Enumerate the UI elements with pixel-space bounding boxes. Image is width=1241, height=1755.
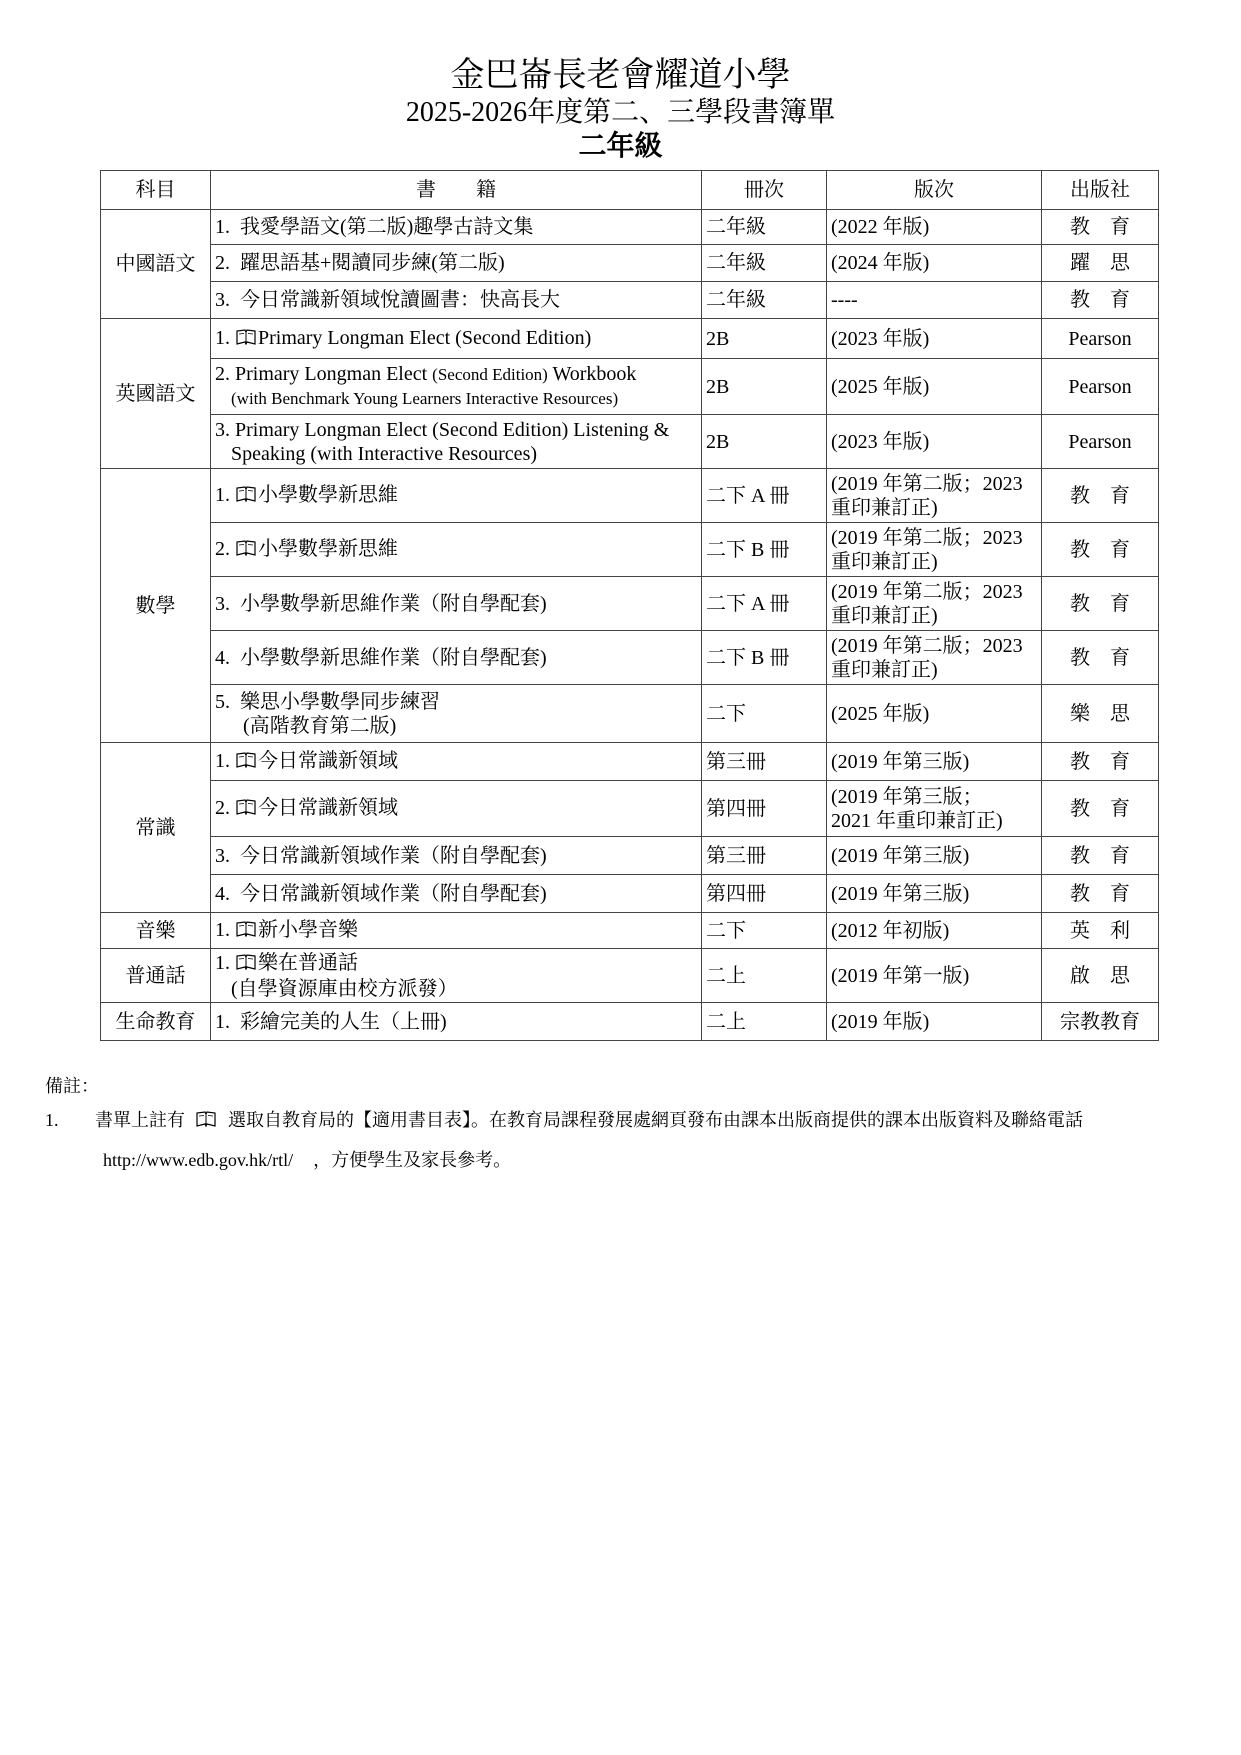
book-edition: (2025 年版): [827, 359, 1042, 415]
document-header: [0, 56, 1241, 162]
book-title: 1. 我愛學語文(第二版)趣學古詩文集: [211, 210, 702, 245]
table-row: [101, 949, 1159, 1003]
book-number: 1.: [215, 951, 235, 974]
subject-music: 音樂: [101, 913, 211, 949]
book-title: 今日常識新領域: [258, 796, 398, 819]
table-row: [101, 837, 1159, 875]
book-edition: (2023 年版): [827, 415, 1042, 469]
book-publisher: 樂 思: [1042, 685, 1159, 743]
book-publisher: 教 育: [1042, 631, 1159, 685]
subject-math: 數學: [101, 469, 211, 743]
book-title: 小學數學新思維: [258, 483, 398, 506]
book-cell: [211, 415, 702, 469]
book-cell: [211, 469, 702, 523]
book-publisher: 英 利: [1042, 913, 1159, 949]
book-edition: (2025 年版): [827, 685, 1042, 743]
open-book-icon: [235, 751, 257, 775]
book-number: 2.: [215, 796, 235, 819]
book-volume: 二年級: [702, 210, 827, 245]
book-volume: 第四冊: [702, 875, 827, 913]
book-volume: 二下 B 冊: [702, 523, 827, 577]
table-row: [101, 743, 1159, 781]
table-row: [101, 282, 1159, 319]
table-header-row: [101, 171, 1159, 210]
header-volume: 冊次: [702, 171, 827, 210]
book-publisher: 教 育: [1042, 837, 1159, 875]
book-volume: 2B: [702, 415, 827, 469]
table-row: [101, 415, 1159, 469]
book-edition: (2019 年第三版): [827, 837, 1042, 875]
edition-line2: 重印兼訂正): [831, 658, 938, 681]
table-row: [101, 781, 1159, 837]
book-volume: 二年級: [702, 245, 827, 282]
edition-line1: (2019 年第二版；2023: [831, 634, 1023, 657]
book-publisher: 教 育: [1042, 469, 1159, 523]
edition-line2: 重印兼訂正): [831, 550, 938, 573]
book-edition: (2019 年第三版): [827, 875, 1042, 913]
book-publisher: Pearson: [1042, 359, 1159, 415]
booklist-term: 2025-2026年度第二、三學段書簿單: [405, 97, 836, 128]
book-volume: 2B: [702, 359, 827, 415]
book-cell: [211, 949, 702, 1003]
note-url-after: ，方便學生及家長參考。: [313, 1150, 512, 1170]
edition-line2: 2021 年重印兼訂正): [831, 809, 1003, 832]
book-edition: [827, 631, 1042, 685]
book-cell: [211, 359, 702, 415]
book-publisher: 啟 思: [1042, 949, 1159, 1003]
book-volume: 二上: [702, 949, 827, 1003]
book-cell: [211, 913, 702, 949]
book-volume: 二年級: [702, 282, 827, 319]
book-volume: 二下 A 冊: [702, 577, 827, 631]
open-book-icon: [235, 485, 257, 509]
book-publisher: Pearson: [1042, 319, 1159, 359]
book-volume: 二下: [702, 913, 827, 949]
book-title: 1. 彩繪完美的人生（上冊): [211, 1003, 702, 1041]
book-publisher: 教 育: [1042, 282, 1159, 319]
book-publisher: 教 育: [1042, 523, 1159, 577]
edition-line1: (2019 年第二版；2023: [831, 580, 1023, 603]
book-publisher: 教 育: [1042, 210, 1159, 245]
open-book-icon: [235, 539, 257, 563]
book-edition: [827, 469, 1042, 523]
book-edition: [827, 577, 1042, 631]
book-edition: (2022 年版): [827, 210, 1042, 245]
note-text-before: 書單上註有: [95, 1110, 185, 1130]
table-row: [101, 245, 1159, 282]
book-publisher: 躍 思: [1042, 245, 1159, 282]
book-title: 2. Primary Longman Elect: [215, 363, 428, 385]
book-subtitle: Speaking (with Interactive Resources): [231, 442, 538, 465]
open-book-icon: [235, 920, 257, 944]
book-publisher: 教 育: [1042, 875, 1159, 913]
book-title: 5. 樂思小學數學同步練習: [215, 690, 440, 713]
book-number: 1.: [215, 749, 235, 772]
open-book-icon: [235, 798, 257, 822]
table-row: [101, 359, 1159, 415]
book-title: 3. 今日常識新領域悅讀圖書：快高長大: [211, 282, 702, 319]
book-title: 4. 小學數學新思維作業（附自學配套): [211, 631, 702, 685]
book-title: 小學數學新思維: [258, 537, 398, 560]
note-number: 1.: [45, 1110, 59, 1130]
book-number: 1.: [215, 483, 235, 506]
table-row: [101, 319, 1159, 359]
open-book-icon: [235, 328, 257, 352]
book-volume: 二下 B 冊: [702, 631, 827, 685]
booklist-table: [100, 170, 1159, 1041]
book-number: 2.: [215, 537, 235, 560]
book-volume: 二上: [702, 1003, 827, 1041]
edition-line2: 重印兼訂正): [831, 496, 938, 519]
book-edition: (2023 年版): [827, 319, 1042, 359]
edition-line1: (2019 年第二版；2023: [831, 472, 1023, 495]
book-edition: (2019 年第一版): [827, 949, 1042, 1003]
book-title: 今日常識新領域: [258, 749, 398, 772]
book-volume: 二下: [702, 685, 827, 743]
edb-link[interactable]: http://www.edb.gov.hk/rtl/: [103, 1150, 294, 1170]
table-row: [101, 631, 1159, 685]
book-title: 3. 今日常識新領域作業（附自學配套): [211, 837, 702, 875]
book-volume: 2B: [702, 319, 827, 359]
edition-line2: 重印兼訂正): [831, 604, 938, 627]
table-row: [101, 1003, 1159, 1041]
book-title: 3. Primary Longman Elect (Second Edition) Listening &: [215, 418, 670, 441]
table-row: [101, 210, 1159, 245]
grade-title: 二年級: [578, 129, 663, 162]
book-volume: 第三冊: [702, 743, 827, 781]
book-title: 3. 小學數學新思維作業（附自學配套): [211, 577, 702, 631]
subject-putonghua: 普通話: [101, 949, 211, 1003]
book-title: Primary Longman Elect (Second Edition): [258, 326, 592, 349]
book-cell: [211, 685, 702, 743]
book-title: 新小學音樂: [258, 918, 358, 941]
book-edition: ----: [827, 282, 1042, 319]
open-book-icon: [195, 1110, 217, 1134]
book-publisher: 教 育: [1042, 577, 1159, 631]
school-name: 金巴崙長老會耀道小學: [450, 57, 791, 94]
book-cell: [211, 523, 702, 577]
notes-label: 備註：: [45, 1076, 99, 1096]
edition-line1: (2019 年第三版；: [831, 785, 983, 808]
book-edition: (2012 年初版): [827, 913, 1042, 949]
subject-general-studies: 常識: [101, 743, 211, 913]
book-subtitle: (自學資源庫由校方派發）: [231, 977, 458, 1000]
book-publisher: Pearson: [1042, 415, 1159, 469]
table-row: [101, 523, 1159, 577]
subject-english: 英國語文: [101, 319, 211, 469]
book-title-end: Workbook: [552, 363, 637, 385]
book-volume: 第四冊: [702, 781, 827, 837]
table-row: [101, 685, 1159, 743]
book-title: 2. 躍思語基+閱讀同步練(第二版): [211, 245, 702, 282]
book-title: 樂在普通話: [258, 951, 358, 974]
table-row: [101, 577, 1159, 631]
book-edition: [827, 523, 1042, 577]
header-books: 書 籍: [211, 171, 702, 210]
book-number: 1.: [215, 326, 235, 349]
header-edition: 版次: [827, 171, 1042, 210]
subject-life-education: 生命教育: [101, 1003, 211, 1041]
book-number: 1.: [215, 918, 235, 941]
book-volume: 二下 A 冊: [702, 469, 827, 523]
book-edition: (2019 年版): [827, 1003, 1042, 1041]
book-volume: 第三冊: [702, 837, 827, 875]
book-publisher: 教 育: [1042, 743, 1159, 781]
header-subject: 科目: [101, 171, 211, 210]
table-row: [101, 913, 1159, 949]
book-cell: [211, 743, 702, 781]
book-publisher: 教 育: [1042, 781, 1159, 837]
book-publisher: 宗教教育: [1042, 1003, 1159, 1041]
book-edition: (2024 年版): [827, 245, 1042, 282]
book-title: 4. 今日常識新領域作業（附自學配套): [211, 875, 702, 913]
table-row: [101, 875, 1159, 913]
table-row: [101, 469, 1159, 523]
subject-chinese: 中國語文: [101, 210, 211, 319]
book-subtitle: (with Benchmark Young Learners Interactive Resources): [231, 389, 619, 408]
book-subtitle: (高階教育第二版): [243, 714, 397, 737]
book-cell: [211, 781, 702, 837]
note-url-line: [103, 1148, 511, 1172]
note-text: [95, 1108, 1083, 1134]
edition-line1: (2019 年第二版；2023: [831, 526, 1023, 549]
book-edition: (2019 年第三版): [827, 743, 1042, 781]
book-cell: [211, 319, 702, 359]
book-edition: [827, 781, 1042, 837]
note-text-after: 選取自教育局的【適用書目表】。在教育局課程發展處網頁發布由課本出版商提供的課本出版資料及聯絡電話: [228, 1110, 1083, 1130]
open-book-icon: [235, 953, 257, 977]
header-publisher: 出版社: [1042, 171, 1159, 210]
book-title-mid: (Second Edition): [432, 365, 548, 384]
